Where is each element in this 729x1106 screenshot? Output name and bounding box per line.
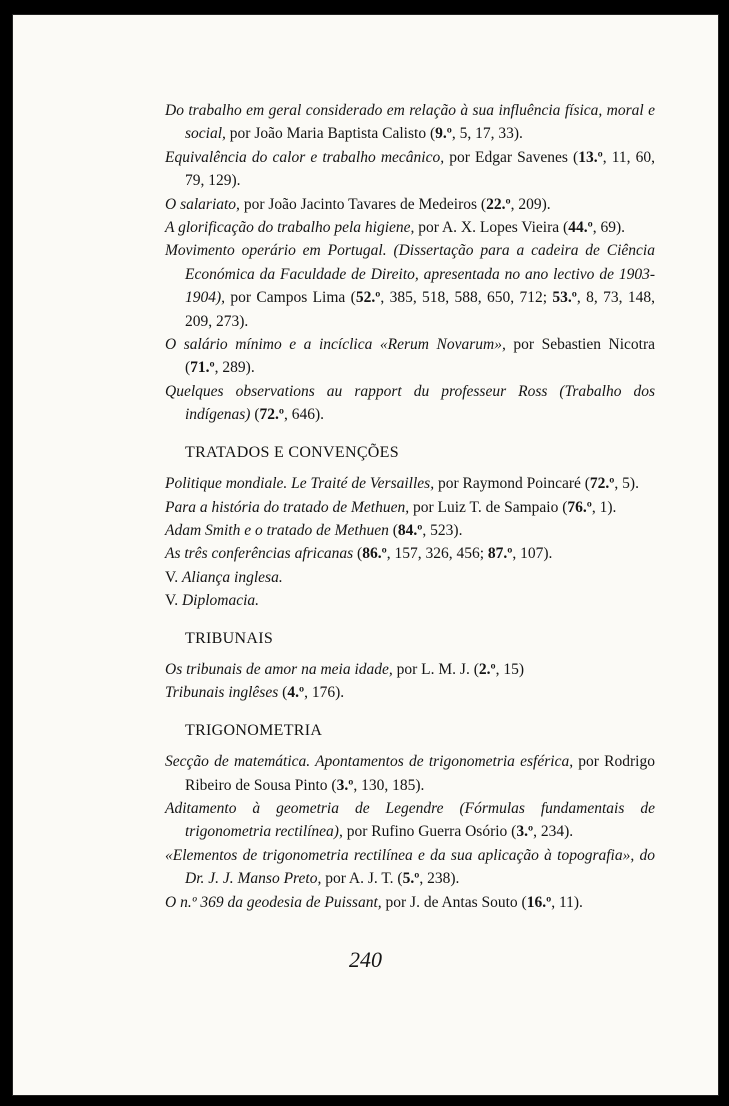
index-entry: Equivalência do calor e trabalho mecânico, por Edgar Savenes (13.º, 11, 60, 79, 129). [165, 148, 655, 190]
index-entry: Quelques observations au rapport du professeur Ross (Trabalho dos indígenas) (72.º, 646). [165, 382, 655, 424]
index-entry: «Elementos de trigonometria rectilínea e da sua aplicação à topografia», do Dr. J. J. Manso Preto, por A. J. T. (5.º, 238). [165, 846, 655, 888]
index-entry: Do trabalho em geral considerado em relação à sua influência física, moral e social, por João Maria Baptista Calisto (9.º, 5, 17, 33). [165, 102, 655, 143]
index-entry: Os tribunais de amor na meia idade, por L. M. J. (2.º, 15) [165, 660, 525, 678]
section-heading-tratados: TRATADOS E CONVENÇÕES [185, 443, 399, 461]
index-entry: Politique mondiale. Le Traité de Versailles, por Raymond Poincaré (72.º, 5). [165, 475, 639, 493]
section-heading-trigonometria: TRIGONOMETRIA [185, 721, 323, 739]
page-number: 240 [349, 947, 382, 972]
document-page [12, 14, 719, 1096]
see-also-entry: V. Aliança inglesa. [165, 568, 283, 586]
index-entry: As três conferências africanas (86.º, 157, 326, 456; 87.º, 107). [165, 545, 553, 563]
index-entry: O salariato, por João Jacinto Tavares de Medeiros (22.º, 209). [165, 195, 551, 213]
index-entry: Movimento operário em Portugal. (Dissertação para a cadeira de Ciência Económica da Faculdade de Direito, apresentada no ano lectivo de 1903-1904), por Campos Lima (52.º, 385, 518, 588, 650, 712; 53.º, 8, 73, 148, 209, 273). [165, 242, 655, 330]
index-content [165, 99, 655, 914]
index-entry: Aditamento à geometria de Legendre (Fórmulas fundamentais de trigonometria rectilínea), por Rufino Guerra Osório (3.º, 234). [165, 799, 655, 841]
index-entry: O salário mínimo e a incíclica «Rerum Novarum», por Sebastien Nicotra (71.º, 289). [165, 336, 656, 377]
index-entry: Tribunais inglêses (4.º, 176). [165, 684, 345, 702]
section-heading-tribunais: TRIBUNAIS [185, 629, 274, 647]
index-entry: O n.º 369 da geodesia de Puissant, por J. de Antas Souto (16.º, 11). [165, 893, 583, 911]
index-entry: Para a história do tratado de Methuen, por Luiz T. de Sampaio (76.º, 1). [165, 498, 617, 516]
index-entry: A glorificação do trabalho pela higiene, por A. X. Lopes Vieira (44.º, 69). [165, 219, 625, 237]
index-entry: Secção de matemática. Apontamentos de trigonometria esférica, por Rodrigo Ribeiro de Sousa Pinto (3.º, 130, 185). [165, 753, 655, 794]
see-also-entry: V. Diplomacia. [165, 592, 260, 610]
index-entry: Adam Smith e o tratado de Methuen (84.º, 523). [165, 521, 463, 539]
